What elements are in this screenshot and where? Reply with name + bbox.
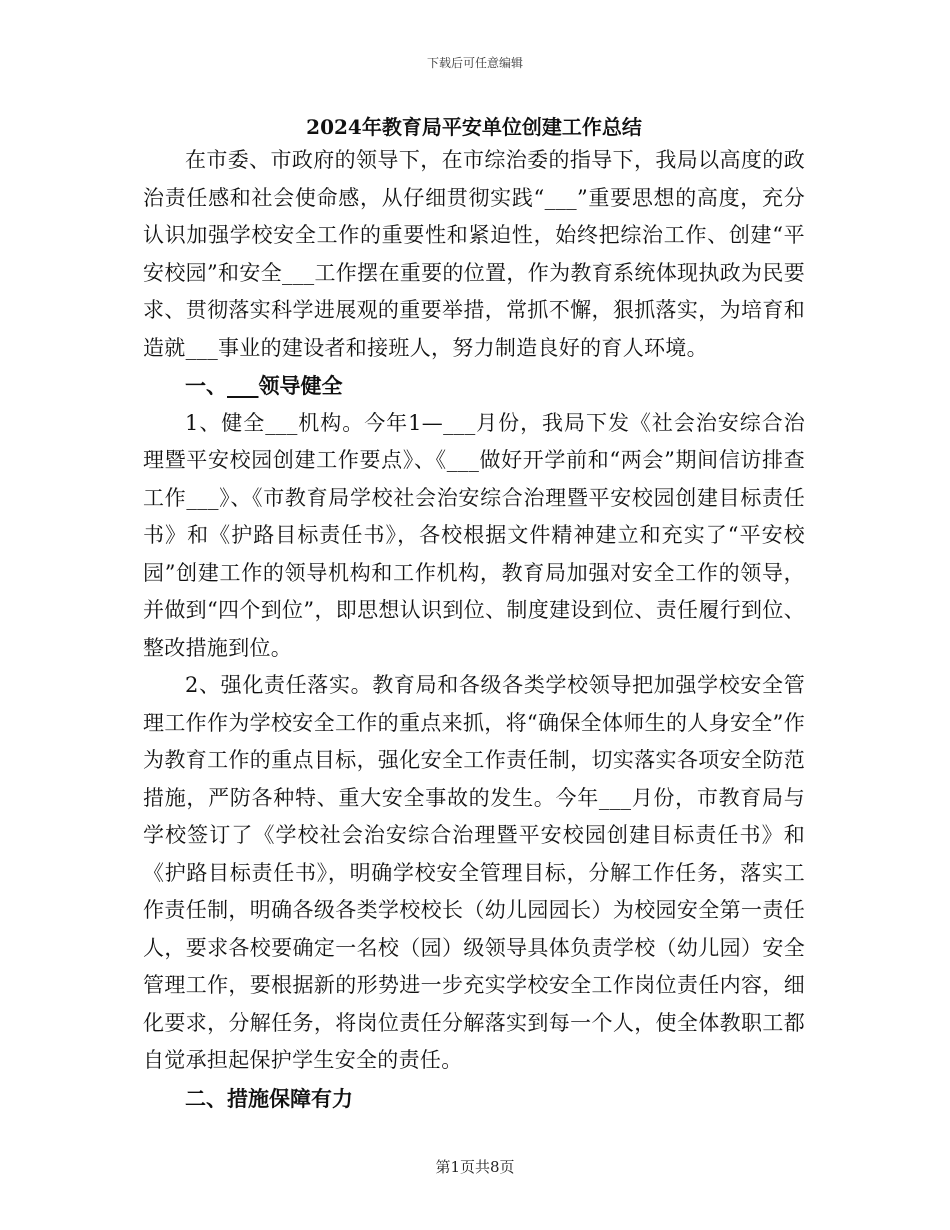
header-note: 下载后可任意编辑 (426, 56, 523, 70)
intro-paragraph: 在市委、市政府的领导下，在市综治委的指导下，我局以高度的政治责任感和社会使命感，从仔细贯彻实践“___”重要思想的高度，充分认识加强学校安全工作的重要性和紧迫性，始终把综治工作、创建“平安校园”和安全___工作摆在重要的位置，作为教育系统体现执政为民要求、贯彻落实科学进展观的重要举措，常抓不懈，狠抓落实，为培育和造就___事业的建设者和接班人，努力制造良好的育人环境。 (143, 148, 805, 360)
section1-paragraph-1: 1、健全___机构。今年1—___月份，我局下发《社会治安综合治理暨平安校园创建工作要点》、《___做好开学前和“两会”期间信访排查工作___》、《市教育局学校社会治安综合治理暨平安校园创建目标责任书》和《护路目标责任书》，各校根据文件精神建立和充实了“平安校园”创建工作的领导机构和工作机构，教育局加强对安全工作的领导，并做到“四个到位”，即思想认识到位、制度建设到位、责任履行到位、整改措施到位。 (143, 410, 805, 660)
section1-paragraph-2: 2、强化责任落实。教育局和各级各类学校领导把加强学校安全管理工作作为学校安全工作的重点来抓，将“确保全体师生的人身安全”作为教育工作的重点目标，强化安全工作责任制，切实落实各项安全防范措施，严防各种特、重大安全事故的发生。今年___月份，市教育局与学校签订了《学校社会治安综合治理暨平安校园创建目标责任书》和《护路目标责任书》，明确学校安全管理目标，分解工作任务，落实工作责任制，明确各级各类学校校长（幼儿园园长）为校园安全第一责任人，要求各校要确定一名校（园）级领导具体负责学校（幼儿园）安全管理工作，要根据新的形势进一步充实学校安全工作岗位责任内容，细化要求，分解任务，将岗位责任分解落实到每一个人，使全体教职工都自觉承担起保护学生安全的责任。 (143, 673, 805, 1072)
document-title: 2024年教育局平安单位创建工作总结 (306, 115, 642, 139)
section-heading-2: 二、措施保障有力 (185, 1085, 353, 1111)
document-body (143, 112, 805, 1117)
page-footer: 第1页共8页 (435, 1158, 515, 1176)
section-heading-1: 一、___领导健全 (185, 373, 343, 398)
